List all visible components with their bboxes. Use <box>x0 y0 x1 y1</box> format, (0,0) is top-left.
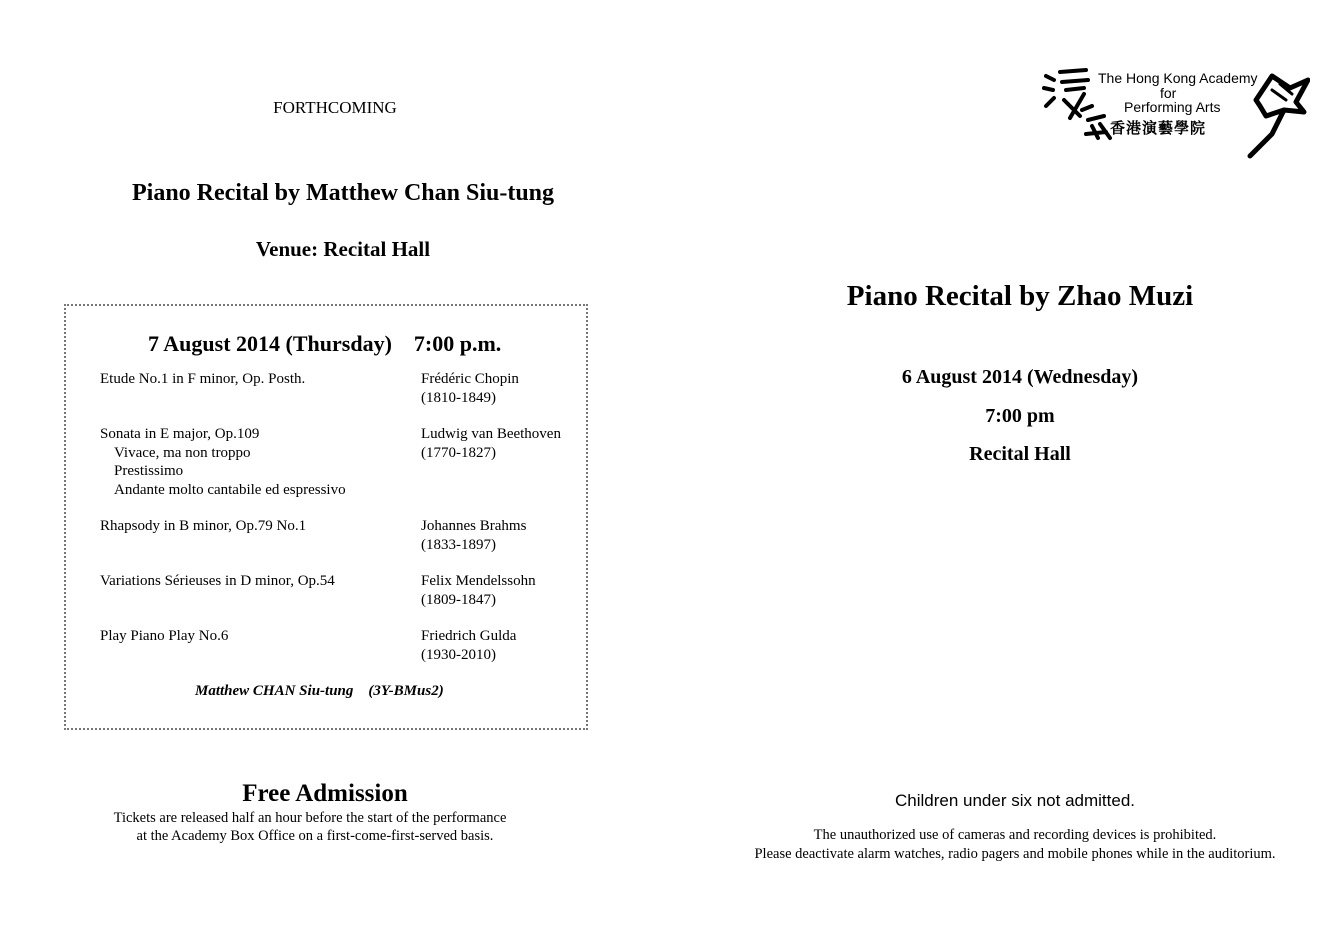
performer-credit <box>195 683 444 700</box>
composer-years: (1770-1827) <box>421 444 496 461</box>
composer-years: (1810-1849) <box>421 389 496 406</box>
composer-name: Johannes Brahms <box>421 518 527 534</box>
left-venue: Venue: Recital Hall <box>255 237 431 261</box>
composer-years: (1809-1847) <box>421 591 496 608</box>
program-composer-2 <box>421 425 561 462</box>
program-work-3 <box>100 517 306 536</box>
program-composer-1 <box>421 370 519 407</box>
composer-name: Frédéric Chopin <box>421 371 519 387</box>
movement: Prestissimo <box>114 463 184 479</box>
logo-chinese-name: 香港演藝學院 <box>1110 119 1207 137</box>
right-date: 6 August 2014 (Wednesday) <box>901 366 1139 388</box>
work-title: Sonata in E major, Op.109 <box>100 426 260 442</box>
program-work-1 <box>100 370 305 389</box>
recording-notice: The unauthorized use of cameras and recording devices is prohibited. <box>813 827 1217 843</box>
ticket-info-line-2: at the Academy Box Office on a first-come-first-served basis. <box>136 828 494 844</box>
composer-name: Ludwig van Beethoven <box>421 426 561 442</box>
children-notice: Children under six not admitted. <box>894 791 1136 810</box>
logo-text-line-2: for <box>1160 85 1177 101</box>
device-notice: Please deactivate alarm watches, radio pagers and mobile phones while in the auditorium. <box>754 846 1276 862</box>
ticket-info-line-1: Tickets are released half an hour before the start of the performance <box>113 810 507 826</box>
composer-years: (1930-2010) <box>421 646 496 663</box>
right-recital-title: Piano Recital by Zhao Muzi <box>846 280 1194 312</box>
work-title: Etude No.1 in F minor, Op. Posth. <box>100 371 306 387</box>
program-date-time <box>148 331 501 357</box>
work-title: Play Piano Play No.6 <box>100 628 229 644</box>
program-work-5 <box>100 627 228 646</box>
program-composer-4 <box>421 572 536 609</box>
work-title: Rhapsody in B minor, Op.79 No.1 <box>100 518 307 534</box>
program-work-4 <box>100 572 335 591</box>
composer-years: (1833-1897) <box>421 536 496 553</box>
movement: Vivace, ma non troppo <box>114 444 251 461</box>
logo-text-line-3: Performing Arts <box>1124 99 1221 115</box>
movement: Andante molto cantabile ed espressivo <box>114 481 346 498</box>
composer-name: Friedrich Gulda <box>421 628 517 644</box>
program-time: 7:00 p.m. <box>413 331 502 356</box>
right-venue: Recital Hall <box>969 443 1071 465</box>
program-composer-5 <box>421 627 516 664</box>
academy-logo <box>1040 54 1310 162</box>
right-time: 7:00 pm <box>985 405 1055 427</box>
work-title: Variations Sérieuses in D minor, Op.54 <box>100 573 335 589</box>
performer-name: Matthew CHAN Siu-tung <box>195 683 354 699</box>
program-work-2 <box>100 425 346 499</box>
left-recital-title: Piano Recital by Matthew Chan Siu-tung <box>131 180 555 206</box>
composer-name: Felix Mendelssohn <box>421 573 536 589</box>
performer-programme: (3Y-BMus2) <box>368 683 444 699</box>
free-admission-title: Free Admission <box>242 780 408 807</box>
program-date: 7 August 2014 (Thursday) <box>148 331 392 356</box>
forthcoming-label: FORTHCOMING <box>273 98 397 117</box>
program-composer-3 <box>421 517 526 554</box>
logo-text-line-1: The Hong Kong Academy <box>1098 70 1258 86</box>
